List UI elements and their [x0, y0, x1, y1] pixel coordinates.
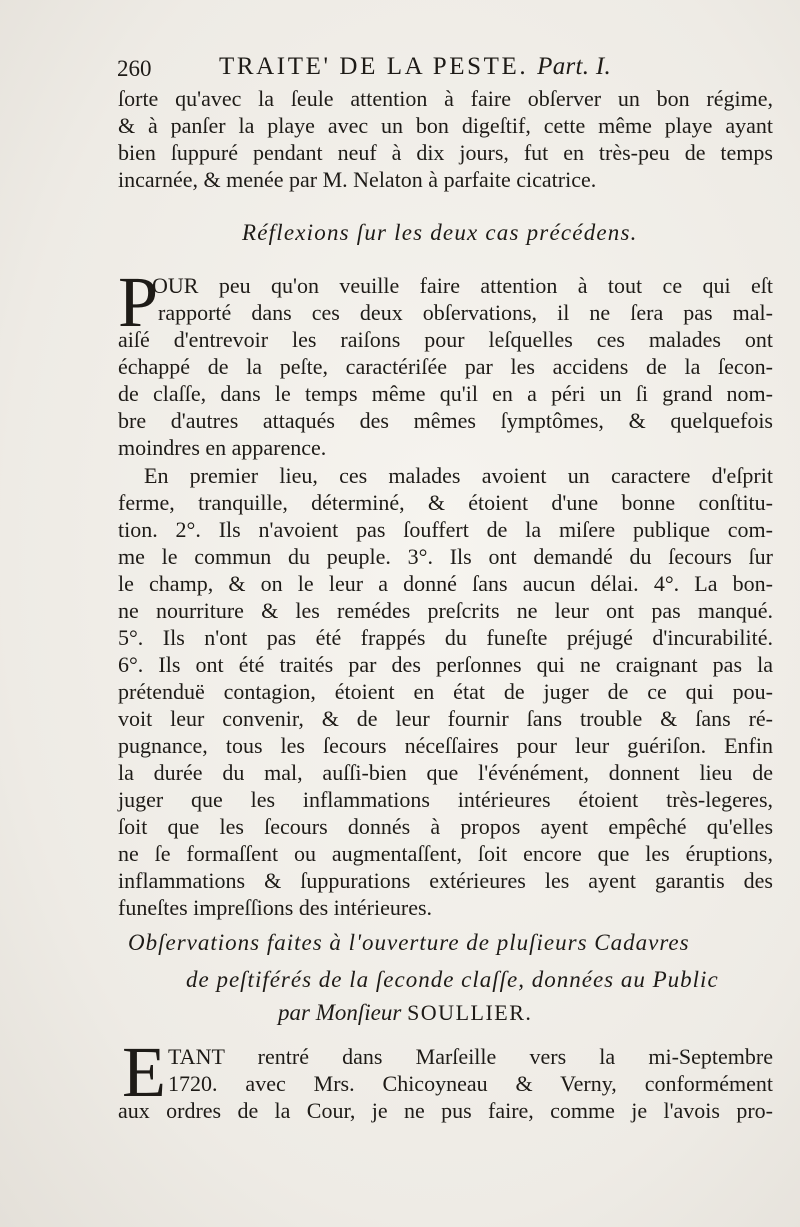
paragraph-reflexions: [118, 262, 773, 461]
text-line: le champ, & on le leur a donné ſans aucun délai. 4°. La bon-: [118, 571, 773, 596]
text-line: & à panſer la playe avec un bon digeſtif, cette même playe ayant: [118, 113, 773, 138]
text-line: juger que les inflammations intérieures étoient très-legeres,: [118, 787, 773, 812]
drop-cap-p: P: [118, 262, 159, 342]
paragraph-etant: [118, 1032, 773, 1124]
section-heading-observations-line1: Obſervations faites à l'ouverture de pluſieurs Cadavres: [128, 930, 690, 955]
text-line: rapporté dans ces deux obſervations, il ne ſera pas mal-: [158, 300, 773, 325]
text-line: moindres en apparence.: [118, 435, 327, 460]
text-line: ſorte qu'avec la ſeule attention à faire obſerver un bon régime,: [118, 86, 773, 111]
text-line: 5°. Ils n'ont pas été frappés du funeſte préjugé d'incurabilité.: [118, 625, 773, 650]
text-line: OUR peu qu'on veuille faire attention à tout ce qui eſt: [152, 273, 773, 298]
author-name: SOULLIER.: [407, 1000, 533, 1025]
page-number: 260: [117, 56, 152, 81]
running-title-main: TRAITE' DE LA PESTE.: [219, 53, 529, 80]
text-line: échappé de la peſte, caractériſée par les accidens de la ſecon-: [118, 354, 773, 379]
drop-cap-e: E: [122, 1032, 166, 1112]
text-line: incarnée, & menée par M. Nelaton à parfaite cicatrice.: [118, 167, 597, 192]
text-line: tion. 2°. Ils n'avoient pas ſouffert de la miſere publique com-: [118, 517, 773, 542]
text-line: ne ſe formaſſent ou augmentaſſent, ſoit encore que les éruptions,: [118, 841, 773, 866]
running-header: [117, 50, 687, 84]
text-line: aux ordres de la Cour, je ne pus faire, comme je l'avois pro-: [118, 1098, 773, 1123]
text-line: inflammations & ſuppurations extérieures les ayent garantis des: [118, 868, 773, 893]
paragraph-causes: [118, 462, 773, 921]
text-line: ferme, tranquille, déterminé, & étoient d'une bonne conſtitu-: [118, 490, 773, 515]
text-line: pugnance, tous les ſecours néceſſaires pour leur guériſon. Enfin: [118, 733, 773, 758]
section-heading-reflexions: Réflexions ſur les deux cas précédens.: [242, 220, 638, 245]
text-line: TANT rentré dans Marſeille vers la mi-Septembre: [168, 1044, 773, 1069]
section-heading-observations-line3: [278, 998, 532, 1028]
text-line: de claſſe, dans le temps même qu'il en a péri un ſi grand nom-: [118, 381, 773, 406]
text-line: bre d'autres attaqués des mêmes ſymptômes, & quelquefois: [118, 408, 773, 433]
text-line: ne nourriture & les remédes preſcrits ne leur ont pas manqué.: [118, 598, 773, 623]
text-line: me le commun du peuple. 3°. Ils ont demandé du ſecours ſur: [118, 544, 773, 569]
running-title: [219, 50, 611, 84]
text-line: aiſé d'entrevoir les raiſons pour leſquelles ces malades ont: [118, 327, 773, 352]
section-heading-observations-line2: de peſtiférés de la ſeconde claſſe, données au Public: [186, 967, 719, 992]
text-line: funeſtes impreſſions des intérieures.: [118, 895, 433, 920]
text-line: la durée du mal, auſſi-bien que l'événément, donnent lieu de: [118, 760, 773, 785]
text-line: 6°. Ils ont été traités par des perſonnes qui ne craignant pas la: [118, 652, 773, 677]
text-line: 1720. avec Mrs. Chicoyneau & Verny, conformément: [168, 1071, 773, 1096]
opening-text: [118, 85, 773, 193]
text-line: ſoit que les ſecours donnés à propos ayent empêché qu'elles: [118, 814, 773, 839]
text-line: En premier lieu, ces malades avoient un caractere d'eſprit: [144, 463, 773, 488]
running-title-part: Part. I.: [537, 53, 612, 80]
text-line: bien ſuppuré pendant neuf à dix jours, fut en très-peu de temps: [118, 140, 773, 165]
text-line: voit leur convenir, & de leur fournir ſans trouble & ſans ré-: [118, 706, 773, 731]
text-line: prétenduë contagion, étoient en état de juger de ce qui pou-: [118, 679, 773, 704]
author-prefix: par Monſieur: [278, 1000, 402, 1025]
